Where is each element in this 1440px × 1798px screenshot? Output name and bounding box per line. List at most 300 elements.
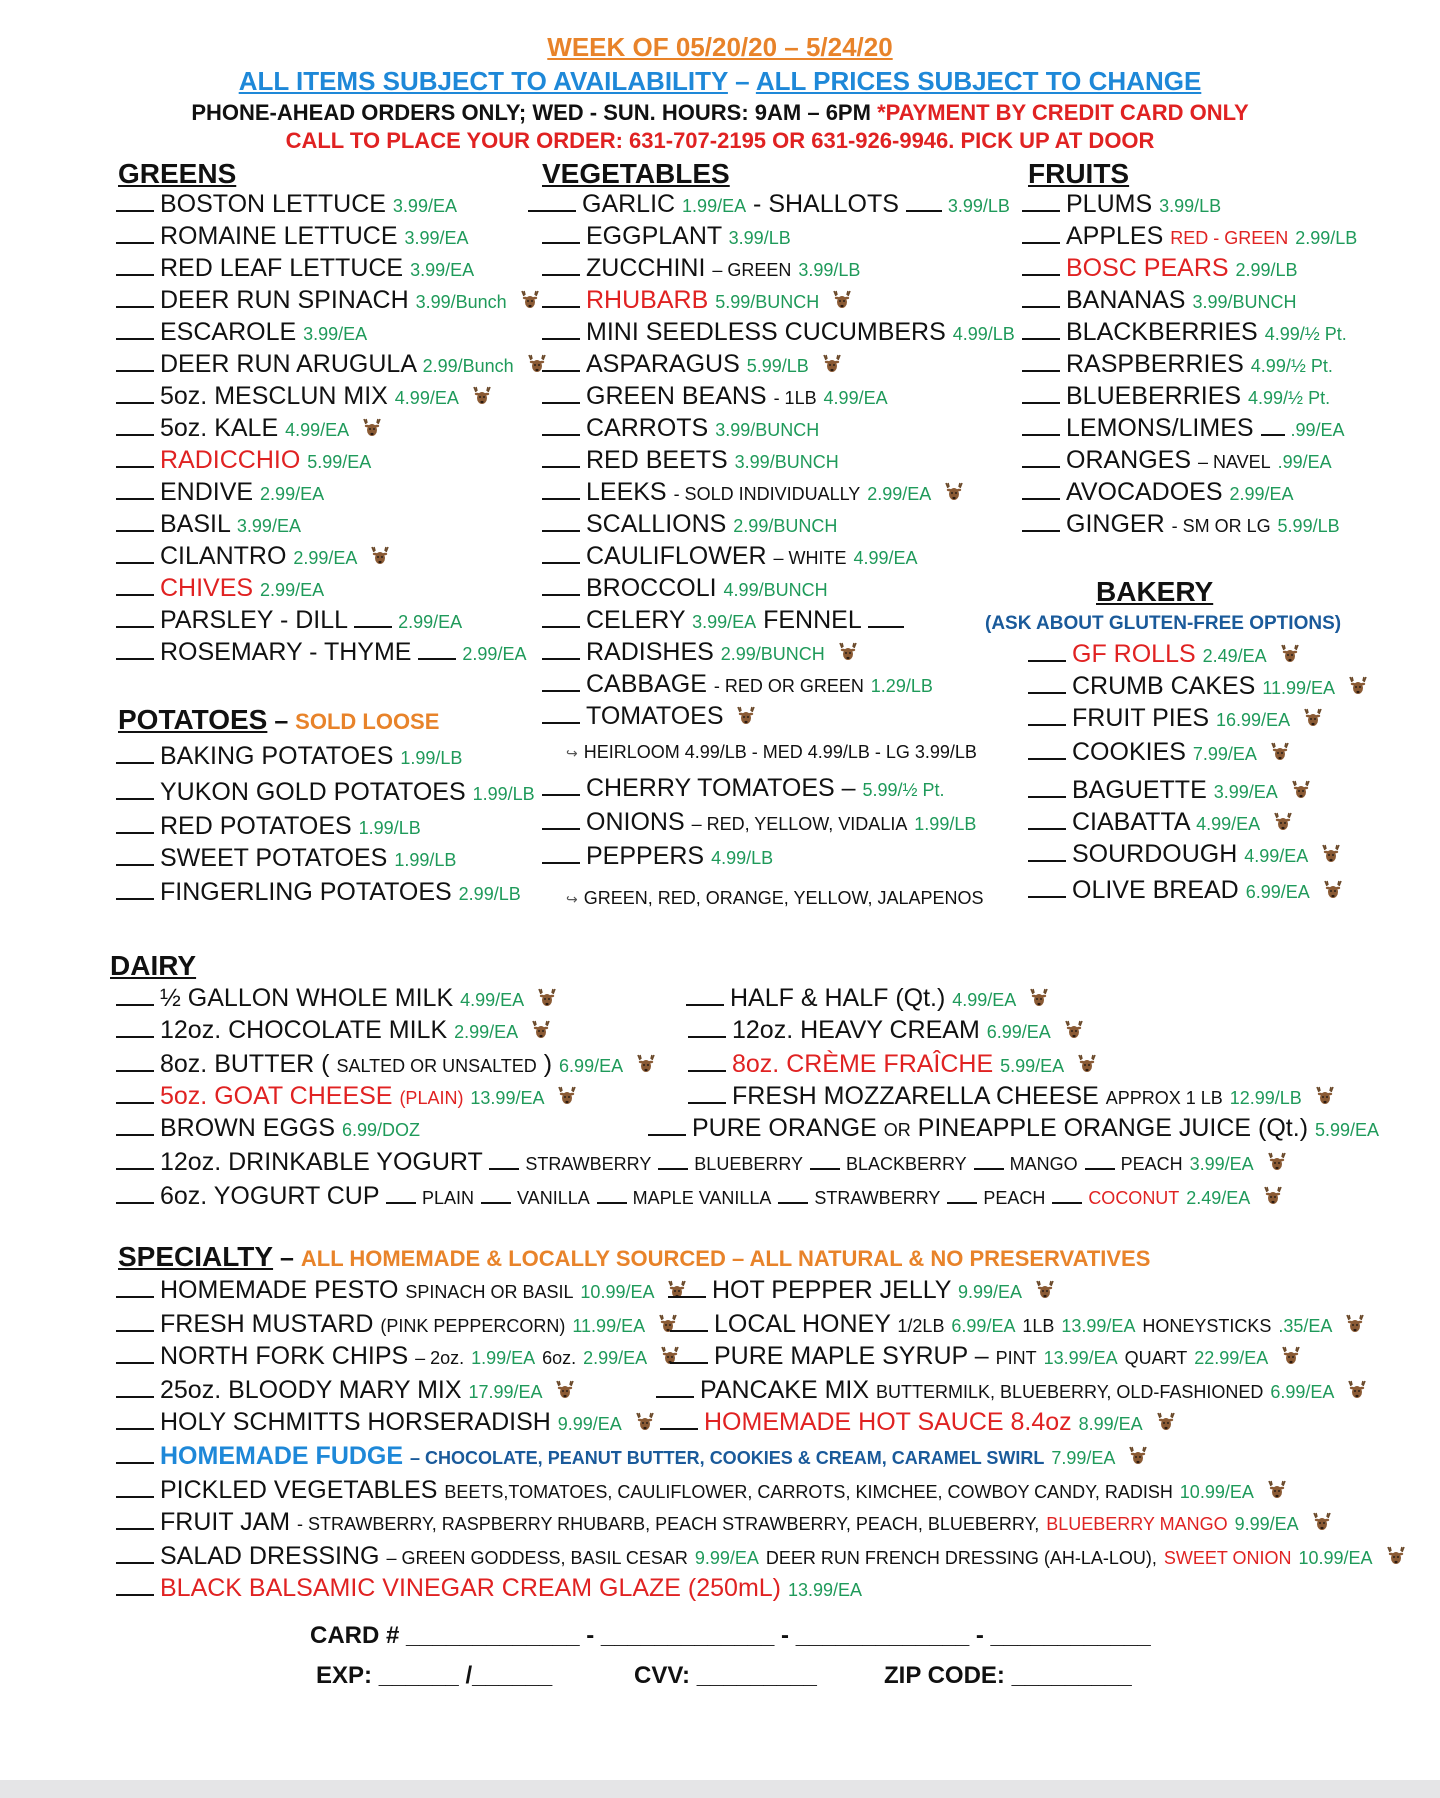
vegetables-item (542, 608, 910, 633)
deer-run-icon (836, 640, 860, 664)
dairy-item-note: APPROX 1 LB (1105, 1088, 1223, 1108)
specialty-item-note: PINT (995, 1348, 1037, 1368)
order-blank[interactable] (116, 561, 154, 564)
greens-item (116, 320, 367, 345)
card-number-line[interactable] (310, 1622, 1151, 1650)
sub-arrow-icon: ↪ (566, 745, 578, 761)
order-blank[interactable] (116, 1427, 154, 1430)
fruits-item-price: 4.99/½ Pt. (1264, 324, 1347, 344)
cvv-line[interactable] (634, 1662, 817, 1690)
exp-label: EXP: (316, 1662, 373, 1689)
order-blank[interactable] (116, 497, 154, 500)
dairy-item-price: 5.99/EA (1000, 1056, 1065, 1076)
deer-run-icon (1321, 878, 1345, 902)
vegetables-item (542, 288, 854, 313)
exp-line[interactable] (316, 1662, 552, 1690)
zip-field[interactable]: _________ (1011, 1662, 1132, 1689)
order-blank[interactable] (670, 1361, 708, 1364)
fruits-item (1022, 480, 1294, 505)
bakery-item-price: 4.99/EA (1244, 846, 1309, 866)
exp-field[interactable]: ______ /______ (378, 1662, 553, 1689)
order-blank[interactable] (668, 1295, 706, 1298)
vegetables-item (542, 704, 758, 729)
vegetables-item (542, 776, 945, 801)
vegetables-item-name: CELERY (586, 606, 686, 634)
order-blank[interactable] (116, 1561, 154, 1564)
order-blank[interactable] (542, 593, 580, 596)
fruits-item (1022, 512, 1340, 537)
order-blank[interactable] (116, 1329, 154, 1332)
vegetables-item-price: 3.99/BUNCH (734, 452, 839, 472)
order-blank[interactable] (542, 861, 580, 864)
order-blank[interactable] (116, 241, 154, 244)
order-blank[interactable] (542, 721, 580, 724)
order-blank[interactable] (116, 1003, 154, 1006)
order-blank[interactable] (648, 1133, 686, 1136)
deer-run-icon (734, 704, 758, 728)
greens-item-price: 3.99/EA (404, 228, 469, 248)
bakery-item (1028, 842, 1343, 867)
dairy-item-price: 6.99/EA (559, 1056, 624, 1076)
order-blank[interactable] (542, 337, 580, 340)
order-blank[interactable] (947, 1201, 977, 1204)
deer-run-icon (942, 480, 966, 504)
order-blank[interactable] (1028, 827, 1066, 830)
order-blank[interactable] (1022, 209, 1060, 212)
order-blank[interactable] (670, 1329, 708, 1332)
order-blank[interactable] (116, 1495, 154, 1498)
dairy-item (686, 986, 1051, 1011)
greens-item-name: DEER RUN ARUGULA (160, 350, 416, 378)
greens-item-price: 2.99/EA (293, 548, 358, 568)
vegetables-item-price: 5.99/½ Pt. (862, 780, 945, 800)
fruits-item (1022, 352, 1333, 377)
bakery-item (1028, 778, 1313, 803)
vegetables-item (542, 544, 918, 569)
order-blank[interactable] (542, 433, 580, 436)
specialty-item-price: 9.99/EA (694, 1548, 759, 1568)
order-blank[interactable] (354, 625, 392, 628)
availability-text: ALL ITEMS SUBJECT TO AVAILABILITY (238, 66, 728, 96)
deer-run-icon (1289, 778, 1313, 802)
specialty-item-name: NORTH FORK CHIPS (160, 1342, 409, 1370)
fruits-item-price: .99/EA (1277, 452, 1332, 472)
order-blank[interactable] (1022, 497, 1060, 500)
dairy-item-name: ½ GALLON WHOLE MILK (160, 984, 454, 1012)
fruits-item-name: LEMONS/LIMES (1066, 414, 1254, 442)
fruits-item-price: .99/EA (1290, 420, 1345, 440)
order-blank[interactable] (116, 337, 154, 340)
order-blank[interactable] (116, 593, 154, 596)
specialty-item-note: – CHOCOLATE, PEANUT BUTTER, COOKIES & CREAM, CARAMEL SWIRL (410, 1448, 1045, 1468)
dairy-item-name: 5oz. GOAT CHEESE (160, 1082, 393, 1110)
order-blank[interactable] (688, 1035, 726, 1038)
dairy-item-price: 2.49/EA (1186, 1188, 1251, 1208)
fruits-item (1022, 416, 1345, 441)
bakery-item-name: GF ROLLS (1072, 640, 1196, 668)
fruits-item (1022, 448, 1332, 473)
order-blank[interactable] (1028, 691, 1066, 694)
specialty-item-price: 7.99/EA (1051, 1448, 1116, 1468)
order-blank[interactable] (528, 209, 576, 212)
greens-item-price: 3.99/Bunch (415, 292, 507, 312)
vegetables-item-price: 3.99/BUNCH (715, 420, 820, 440)
deer-run-icon (1268, 740, 1292, 764)
vegetables-item-price: 5.99/BUNCH (715, 292, 820, 312)
greens-item (116, 416, 384, 441)
order-blank[interactable] (686, 1003, 724, 1006)
order-blank[interactable] (974, 1167, 1004, 1170)
dairy-flavor-option: PEACH (1120, 1154, 1183, 1174)
order-blank[interactable] (116, 465, 154, 468)
order-blank[interactable] (542, 401, 580, 404)
order-blank[interactable] (906, 209, 942, 212)
specialty-item-price: 13.99/EA (787, 1580, 863, 1600)
fruits-item-name: BLACKBERRIES (1066, 318, 1258, 346)
bakery-item-name: FRUIT PIES (1072, 704, 1210, 732)
card-number-field[interactable]: _____________ - _____________ - _____________ - ____________ (406, 1622, 1151, 1649)
order-blank[interactable] (1022, 529, 1060, 532)
order-blank[interactable] (116, 1361, 154, 1364)
dairy-flavor-option: MANGO (1009, 1154, 1078, 1174)
bakery-subtitle: (ASK ABOUT GLUTEN-FREE OPTIONS) (985, 613, 1342, 634)
specialty-item-name: PANCAKE MIX (700, 1376, 870, 1404)
deer-run-icon (1310, 1510, 1334, 1534)
specialty-item-note: 1LB (1022, 1316, 1055, 1336)
order-blank[interactable] (656, 1395, 694, 1398)
order-blank[interactable] (660, 1427, 698, 1430)
fruits-item-name: AVOCADOES (1066, 478, 1223, 506)
dairy-item-price: 12.99/LB (1229, 1088, 1302, 1108)
dairy-item-name-2: PINEAPPLE ORANGE JUICE (Qt.) (917, 1114, 1309, 1142)
order-blank[interactable] (489, 1167, 519, 1170)
greens-item-price: 4.99/EA (285, 420, 350, 440)
deer-run-icon (1027, 986, 1051, 1010)
order-blank[interactable] (116, 1101, 154, 1104)
order-blank[interactable] (116, 1295, 154, 1298)
order-blank[interactable] (542, 827, 580, 830)
potatoes-item-price: 1.99/LB (394, 850, 457, 870)
specialty-item (670, 1312, 1367, 1337)
greens-item-name: CILANTRO (160, 542, 287, 570)
order-blank[interactable] (1028, 895, 1066, 898)
vegetables-item-name: RADISHES (586, 638, 714, 666)
dairy-flavor-option: STRAWBERRY (525, 1154, 652, 1174)
bakery-item (1028, 810, 1295, 835)
fruits-item-name: BOSC PEARS (1066, 254, 1229, 282)
greens-item (116, 288, 542, 313)
potatoes-item-price: 1.99/LB (358, 818, 421, 838)
order-blank[interactable] (542, 689, 580, 692)
vegetables-item-name: PEPPERS (586, 842, 705, 870)
vegetables-item (542, 672, 933, 697)
order-blank[interactable] (1022, 369, 1060, 372)
specialty-item-note: – GREEN GODDESS, BASIL CESAR (386, 1548, 688, 1568)
order-blank[interactable] (688, 1069, 726, 1072)
fruits-item-name: ORANGES (1066, 446, 1192, 474)
specialty-item-price: 1.99/EA (471, 1348, 536, 1368)
fruits-heading: FRUITS (1028, 158, 1130, 189)
specialty-item-note: BEETS,TOMATOES, CAULIFLOWER, CARROTS, KIMCHEE, COWBOY CANDY, RADISH (444, 1482, 1173, 1502)
order-blank[interactable] (597, 1201, 627, 1204)
deer-run-icon (1384, 1544, 1408, 1568)
vegetables-heading: VEGETABLES (542, 158, 730, 189)
order-blank[interactable] (116, 625, 154, 628)
order-blank[interactable] (542, 273, 580, 276)
vegetables-item-name: TOMATOES (586, 702, 724, 730)
order-blank[interactable] (1022, 273, 1060, 276)
order-blank[interactable] (542, 561, 580, 564)
order-blank[interactable] (1085, 1167, 1115, 1170)
order-blank[interactable] (116, 761, 154, 764)
fruits-item-name: PLUMS (1066, 190, 1153, 218)
bakery-item-name: CIABATTA (1072, 808, 1190, 836)
vegetables-item-price: 4.99/EA (823, 388, 888, 408)
specialty-item-name: 25oz. BLOODY MARY MIX (160, 1376, 462, 1404)
vegetables-item-name: GARLIC (582, 190, 676, 218)
hours-line (0, 102, 1440, 124)
fruits-item (1022, 192, 1221, 217)
order-blank[interactable] (1022, 241, 1060, 244)
order-blank[interactable] (116, 1133, 154, 1136)
specialty-item-price: 10.99/EA (1298, 1548, 1373, 1568)
fruits-item-note: – NAVEL (1197, 452, 1271, 472)
specialty-item-name: BLACK BALSAMIC VINEGAR CREAM GLAZE (250mL) (160, 1574, 782, 1602)
order-blank[interactable] (116, 797, 154, 800)
order-blank[interactable] (542, 497, 580, 500)
specialty-item-note: SPINACH OR BASIL (405, 1282, 574, 1302)
deer-run-icon (1343, 1312, 1367, 1336)
specialty-item-price: .35/EA (1278, 1316, 1333, 1336)
order-blank[interactable] (116, 863, 154, 866)
order-blank[interactable] (688, 1101, 726, 1104)
cvv-field[interactable]: _________ (696, 1662, 817, 1689)
order-blank[interactable] (1028, 757, 1066, 760)
vegetables-item-note: – WHITE (773, 548, 847, 568)
dairy-item-name: 12oz. DRINKABLE YOGURT (160, 1148, 483, 1176)
potatoes-item-name: SWEET POTATOES (160, 844, 388, 872)
bakery-item (1028, 706, 1325, 731)
order-blank[interactable] (542, 241, 580, 244)
order-blank[interactable] (116, 401, 154, 404)
deer-run-icon (633, 1410, 657, 1434)
order-blank[interactable] (116, 897, 154, 900)
fruits-item (1022, 320, 1347, 345)
deer-run-icon (820, 352, 844, 376)
deer-run-icon (1279, 1344, 1303, 1368)
greens-item-price: 2.99/Bunch (422, 356, 514, 376)
order-blank[interactable] (116, 657, 154, 660)
potatoes-dash: – (274, 707, 289, 735)
vegetables-item-name: EGGPLANT (586, 222, 722, 250)
order-blank[interactable] (116, 1035, 154, 1038)
dairy-item-price: 5.99/EA (1314, 1120, 1380, 1140)
order-blank[interactable] (116, 433, 154, 436)
order-blank[interactable] (1052, 1201, 1082, 1204)
dairy-item (116, 1116, 420, 1141)
order-blank[interactable] (542, 305, 580, 308)
order-blank[interactable] (542, 657, 580, 660)
fruits-item-name: APPLES (1066, 222, 1164, 250)
bakery-item (1028, 674, 1370, 699)
vegetables-item-note: – RED, YELLOW, VIDALIA (691, 814, 908, 834)
bakery-item-name: COOKIES (1072, 738, 1186, 766)
deer-run-icon (368, 544, 392, 568)
bakery-item (1028, 878, 1345, 903)
order-blank[interactable] (658, 1167, 688, 1170)
specialty-item-price: 17.99/EA (468, 1382, 543, 1402)
order-blank[interactable] (1028, 795, 1066, 798)
order-blank[interactable] (1028, 859, 1066, 862)
order-blank[interactable] (1022, 465, 1060, 468)
order-blank[interactable] (116, 1461, 154, 1464)
fruits-item-note: - SM OR LG (1171, 516, 1271, 536)
vegetables-item (528, 192, 1010, 217)
order-blank[interactable] (1022, 337, 1060, 340)
vegetables-item-name: CABBAGE (586, 670, 707, 698)
week-heading: WEEK OF 05/20/20 – 5/24/20 (547, 32, 893, 62)
greens-item-price: 2.99/EA (260, 484, 325, 504)
specialty-item-name: FRUIT JAM (160, 1508, 291, 1536)
deer-run-icon (1301, 706, 1325, 730)
fruits-item (1022, 256, 1298, 281)
dairy-yogurt-line (116, 1150, 1289, 1175)
order-blank[interactable] (1028, 659, 1066, 662)
order-blank[interactable] (116, 1167, 154, 1170)
specialty-item-price: 13.99/EA (1043, 1348, 1118, 1368)
order-blank[interactable] (481, 1201, 511, 1204)
greens-item-name: BOSTON LETTUCE (160, 190, 386, 218)
order-blank[interactable] (778, 1201, 808, 1204)
fruits-item-price: 3.99/LB (1159, 196, 1222, 216)
order-blank[interactable] (1022, 433, 1060, 436)
fruits-item-price: 4.99/½ Pt. (1250, 356, 1333, 376)
order-blank[interactable] (116, 1069, 154, 1072)
vegetables-item-name: SCALLIONS (586, 510, 727, 538)
dairy-flavor-option: BLUEBERRY (694, 1154, 804, 1174)
order-blank[interactable] (1028, 723, 1066, 726)
greens-item-name: RADICCHIO (160, 446, 301, 474)
deer-run-icon (1265, 1478, 1289, 1502)
greens-item-price: 2.99/EA (398, 612, 463, 632)
order-blank[interactable] (542, 369, 580, 372)
bakery-item (1028, 642, 1302, 667)
greens-heading: GREENS (118, 158, 237, 189)
specialty-item-price: 22.99/EA (1194, 1348, 1269, 1368)
greens-item-name: BASIL (160, 510, 230, 538)
fruits-item-name: BANANAS (1066, 286, 1186, 314)
vegetables-item-price: 3.99/LB (728, 228, 791, 248)
bakery-item (1028, 740, 1292, 765)
deer-run-icon (1075, 1052, 1099, 1076)
vegetables-item-price: 1.99/LB (914, 814, 977, 834)
order-blank[interactable] (116, 529, 154, 532)
order-blank[interactable] (116, 305, 154, 308)
order-blank[interactable] (868, 625, 904, 628)
dairy-flavor-option: PLAIN (422, 1188, 475, 1208)
bakery-item-price: 7.99/EA (1192, 744, 1257, 764)
vegetables-item-name: CHERRY TOMATOES – (586, 774, 856, 802)
greens-item (116, 512, 301, 537)
specialty-item-name: HOT PEPPER JELLY (712, 1276, 951, 1304)
vegetables-item-price: 1.29/LB (870, 676, 933, 696)
specialty-item (116, 1410, 657, 1435)
order-blank[interactable] (1022, 401, 1060, 404)
order-blank[interactable] (116, 1201, 154, 1204)
dairy-item-name: PURE ORANGE (692, 1114, 877, 1142)
order-blank[interactable] (542, 793, 580, 796)
order-blank[interactable] (116, 273, 154, 276)
greens-item-price: 4.99/EA (394, 388, 459, 408)
bakery-item-price: 2.49/EA (1202, 646, 1267, 666)
order-blank[interactable] (542, 465, 580, 468)
order-blank[interactable] (116, 1395, 154, 1398)
fruits-item-name: BLUEBERRIES (1066, 382, 1242, 410)
vegetables-item (566, 738, 977, 763)
vegetables-item (542, 512, 837, 537)
order-blank[interactable] (116, 1527, 154, 1530)
potatoes-item-name: YUKON GOLD POTATOES (160, 778, 466, 806)
specialty-item-name: PICKLED VEGETABLES (160, 1476, 438, 1504)
dairy-item-price: 3.99/EA (1189, 1154, 1254, 1174)
potatoes-heading-line (118, 706, 439, 734)
greens-item (116, 352, 549, 377)
specialty-item-price: 8.99/EA (1078, 1414, 1143, 1434)
dairy-flavor-special: COCONUT (1088, 1188, 1180, 1208)
specialty-item-name: FRESH MUSTARD (160, 1310, 374, 1338)
order-blank[interactable] (542, 529, 580, 532)
specialty-item (116, 1378, 577, 1403)
order-blank[interactable] (418, 657, 456, 660)
dairy-item-note: SALTED OR UNSALTED (336, 1056, 537, 1076)
greens-item (116, 448, 371, 473)
order-blank[interactable] (542, 625, 580, 628)
deer-run-icon (1033, 1278, 1057, 1302)
order-blank[interactable] (810, 1167, 840, 1170)
bakery-item-price: 4.99/EA (1196, 814, 1261, 834)
order-blank[interactable] (1022, 305, 1060, 308)
sub-arrow-icon: ↪ (566, 891, 578, 907)
vegetables-item-price: 2.99/BUNCH (720, 644, 825, 664)
order-blank[interactable] (1261, 433, 1285, 436)
vegetables-item-note: - SOLD INDIVIDUALLY (673, 484, 861, 504)
deer-run-icon (1345, 1378, 1369, 1402)
potatoes-item-name: RED POTATOES (160, 812, 352, 840)
dairy-flavor-option: MAPLE VANILLA (632, 1188, 772, 1208)
potatoes-item-price: 2.99/LB (458, 884, 521, 904)
prices-text: ALL PRICES SUBJECT TO CHANGE (755, 66, 1202, 96)
order-blank[interactable] (116, 1593, 154, 1596)
specialty-item-note: DEER RUN FRENCH DRESSING (AH-LA-LOU), (765, 1548, 1157, 1568)
dairy-flavor-option: BLACKBERRY (845, 1154, 967, 1174)
specialty-item-name: HOLY SCHMITTS HORSERADISH (160, 1408, 551, 1436)
dairy-item (116, 1018, 553, 1043)
order-blank[interactable] (116, 209, 154, 212)
specialty-item (670, 1344, 1303, 1369)
order-blank[interactable] (116, 369, 154, 372)
availability-dash: – (735, 66, 750, 96)
vegetables-item-price: 4.99/LB (711, 848, 774, 868)
greens-item-name: 5oz. MESCLUN MIX (160, 382, 388, 410)
dairy-item-or: OR (883, 1120, 911, 1140)
potatoes-heading: POTATOES (118, 704, 268, 735)
greens-item (116, 640, 526, 665)
order-blank[interactable] (386, 1201, 416, 1204)
order-blank[interactable] (116, 831, 154, 834)
call-line: CALL TO PLACE YOUR ORDER: 631-707-2195 OR 631-926-9946. PICK UP AT DOOR (285, 128, 1155, 153)
specialty-item (116, 1278, 689, 1303)
zip-line[interactable] (884, 1662, 1132, 1690)
